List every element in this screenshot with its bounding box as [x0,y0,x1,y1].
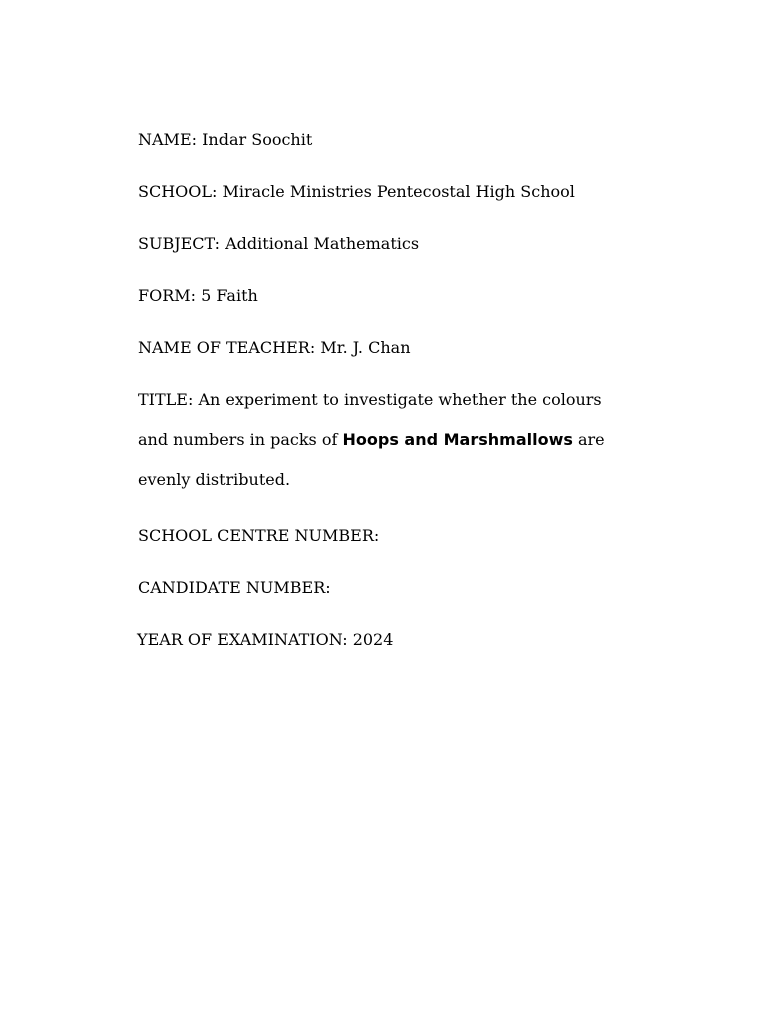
title-line-2 [138,430,605,450]
candidate-number: CANDIDATE NUMBER: [138,578,331,597]
form: FORM: 5 Faith [138,286,258,305]
teacher-name: NAME OF TEACHER: Mr. J. Chan [138,338,411,357]
year-of-examination: YEAR OF EXAMINATION: 2024 [137,630,394,649]
subject: SUBJECT: Additional Mathematics [138,234,420,253]
title-line-2-end: are [572,430,605,449]
school-name: SCHOOL: Miracle Ministries Pentecostal High School [138,182,575,201]
student-name: NAME: Indar Soochit [138,130,313,149]
title-line-3: evenly distributed. [138,470,291,489]
title-line-1: TITLE: An experiment to investigate whether the colours [138,390,602,409]
school-centre-number: SCHOOL CENTRE NUMBER: [138,526,380,545]
product-name: Hoops and Marshmallows [342,430,573,449]
title-line-2-start: and numbers in packs of [138,430,343,449]
